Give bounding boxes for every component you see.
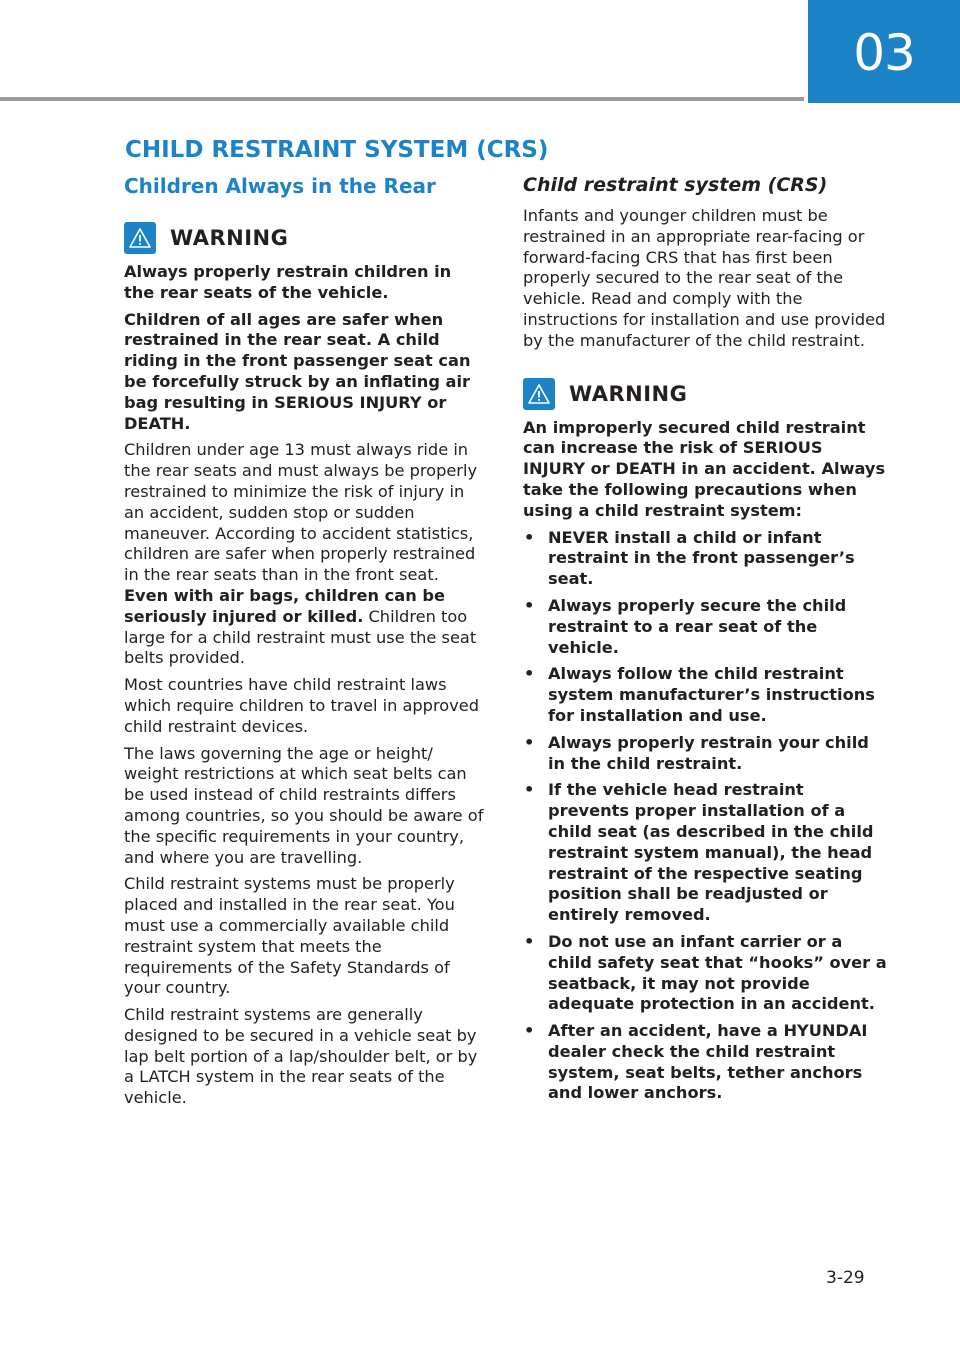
- paragraph-text: Children under age 13 must always ride in the rear seats and must always be properly restrained to minimize the risk of injury in an accident, sudden stop or sudden maneuver. According to accident statistics, children are safer when properly restrained in the rear seats than in the front seat.: [124, 440, 478, 585]
- list-item: [523, 932, 887, 1015]
- right-intro: Infants and younger children must be restrained in an appropriate rear-facing or forward-facing CRS that has first been properly secured to the rear seat of the vehicle. Read and comply with the instructions for installation and use provided by the manufacturer of the child restraint.: [523, 206, 886, 350]
- list-item: [523, 528, 887, 590]
- list-item-text: Always follow the child restraint system manufacturer’s instructions for installation and use.: [548, 664, 875, 725]
- left-heading: Children Always in the Rear: [124, 174, 436, 198]
- left-paragraph-children-under-13: [124, 440, 486, 669]
- bullet: •: [524, 1021, 535, 1041]
- left-paragraph: Child restraint systems must be properly placed and installed in the rear seat. You must use a commercially available child restraint system that meets the requirements of the Safety Standards of your country.: [124, 874, 455, 998]
- list-item-text: Always properly secure the child restraint to a rear seat of the vehicle.: [548, 595, 847, 657]
- left-paragraph: Most countries have child restraint laws which require children to travel in approved child restraint devices.: [124, 675, 479, 736]
- left-paragraph: The laws governing the age or height/ weight restrictions at which seat belts can be used instead of child restraints differs among countries, so you should be aware of the specific requirements in your country, and where you are travelling.: [124, 743, 484, 867]
- right-warning-header: [523, 378, 887, 410]
- list-item-text: If the vehicle head restraint prevents proper installation of a child seat (as described in the child restraint system manual), the head restraint of the respective seating position shall be readjusted or entirely removed.: [548, 780, 874, 925]
- bullet: •: [524, 595, 535, 615]
- left-warning-header: [124, 222, 486, 254]
- list-item: [523, 780, 887, 926]
- list-item: [523, 596, 887, 658]
- warning-label: WARNING: [569, 381, 688, 406]
- list-item-text: After an accident, have a HYUNDAI dealer check the child restraint system, seat belts, tether anchors and lower anchors.: [548, 1021, 868, 1103]
- bullet: •: [524, 664, 535, 684]
- list-item-text: Do not use an infant carrier or a child safety seat that “hooks” over a seatback, it may not provide adequate protection in an accident.: [548, 931, 887, 1014]
- bullet: •: [524, 780, 535, 800]
- right-column: [523, 174, 887, 1110]
- list-item: [523, 733, 887, 775]
- precautions-list: [523, 528, 887, 1105]
- bullet: •: [524, 732, 535, 752]
- header-rule: [0, 97, 804, 101]
- left-column: [124, 174, 486, 1115]
- chapter-number: 03: [853, 23, 915, 82]
- left-warning-text-1: Always properly restrain children in the rear seats of the vehicle.: [124, 262, 452, 302]
- bullet: •: [524, 527, 535, 547]
- warning-icon: [523, 378, 555, 410]
- left-paragraph: Child restraint systems are generally designed to be secured in a vehicle seat by lap belt portion of a lap/shoulder belt, or by a LATCH system in the rear seats of the vehicle.: [124, 1005, 478, 1108]
- list-item: [523, 664, 887, 726]
- list-item-text: Always properly restrain your child in the child restraint.: [548, 732, 869, 773]
- right-heading: Child restraint system (CRS): [523, 174, 828, 196]
- chapter-tab: [808, 0, 960, 103]
- paragraph-text: Children too large for a child restraint must use the seat belts provided.: [124, 606, 477, 668]
- bullet: •: [524, 931, 535, 951]
- section-title: CHILD RESTRAINT SYSTEM (CRS): [125, 137, 549, 163]
- left-warning-text-2: Children of all ages are safer when restrained in the rear seat. A child riding in the front passenger seat can be forcefully struck by an inflating air bag resulting in SERIOUS INJURY or DEATH.: [124, 309, 471, 433]
- paragraph-emphasis: Even with air bags, children can be seriously injured or killed.: [124, 585, 445, 626]
- right-warning-intro: An improperly secured child restraint can increase the risk of SERIOUS INJURY or DEATH in an accident. Always take the following precautions when using a child restraint system:: [523, 417, 886, 520]
- warning-icon: [124, 222, 156, 254]
- list-item-text: NEVER install a child or infant restraint in the front passenger’s seat.: [548, 527, 855, 589]
- list-item: [523, 1021, 887, 1104]
- warning-label: WARNING: [170, 226, 289, 250]
- page-number: 3-29: [826, 1268, 865, 1288]
